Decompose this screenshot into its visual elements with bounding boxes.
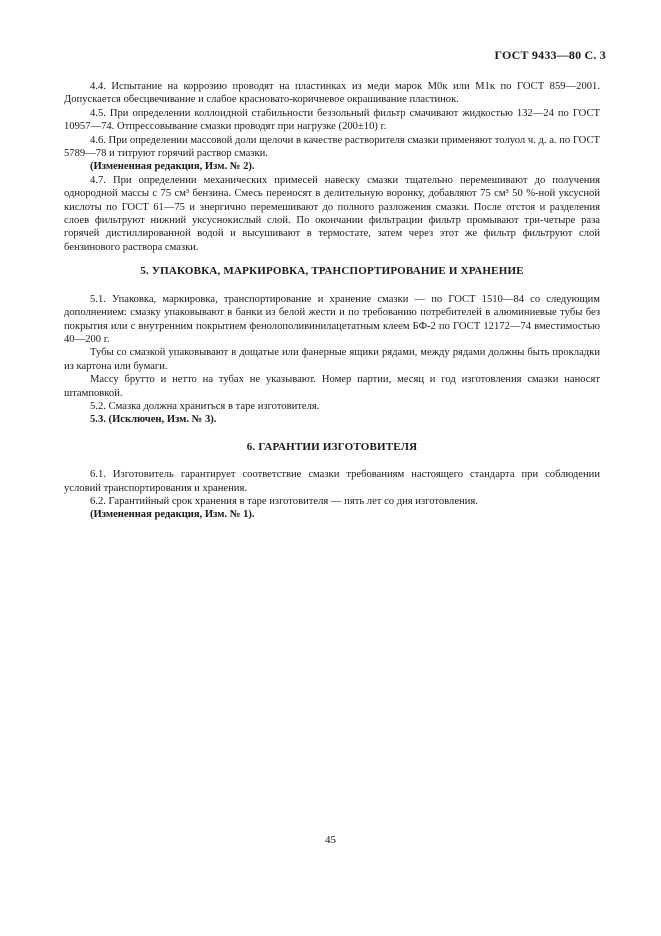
clause-5-1-marking: Массу брутто и нетто на тубах не указывают. Номер партии, месяц и год изготовления смазки наносят штамповкой. [64, 374, 600, 399]
clause-5-1: 5.1. Упаковка, маркировка, транспортирование и хранение смазки — по ГОСТ 1510—84 со следующим дополнением: смазку упаковывают в банки из белой жести и по требованию потребителей в алюминиевые тубы без покрытия или с внутренним покрытием фенолополивинилацетатным клеем БФ-2 по ГОСТ 12172—74 вместимостью 40—200 г. [64, 293, 600, 345]
clause-5-3: 5.3. (Исключен, Изм. № 3). [90, 414, 217, 426]
clause-4-7: 4.7. При определении механических примесей навеску смазки тщательно перемешивают до получения однородной массы с 75 см³ бензина. Смесь переносят в делительную воронку, добавляют 75 см³ 50 %-ной уксусной кислоты по ГОСТ 61—75 и энергично перемешивают до полного разложения смазки. После отстоя и разделения слоев фильтруют нижний уксуснокислый слой. По окончании фильтрации фильтр промывают три-четыре раза горячей дистиллированной водой и высушивают в термостате, затем через этот же фильтр фильтруют слой бензинового раствора смазки. [64, 174, 600, 253]
clause-5-2: 5.2. Смазка должна храниться в таре изготовителя. [90, 400, 320, 412]
section-6-heading: 6. ГАРАНТИИ ИЗГОТОВИТЕЛЯ [246, 440, 418, 453]
section-5-heading: 5. УПАКОВКА, МАРКИРОВКА, ТРАНСПОРТИРОВАНИЕ И ХРАНЕНИЕ [140, 265, 524, 278]
clause-6-1: 6.1. Изготовитель гарантирует соответствие смазки требованиям настоящего стандарта при соблюдении условий транспортирования и хранения. [64, 469, 600, 494]
page-number: 45 [325, 834, 336, 846]
clause-5-1-tubes: Тубы со смазкой упаковывают в дощатые или фанерные ящики рядами, между рядами должны быть прокладки из картона или бумаги. [64, 347, 600, 372]
amendment-note-2: (Измененная редакция, Изм. № 2). [90, 161, 255, 173]
document-body [64, 80, 600, 522]
document-header: ГОСТ 9433—80 С. 3 [494, 48, 606, 62]
clause-4-4: 4.4. Испытание на коррозию проводят на пластинках из меди марок М0к или М1к по ГОСТ 859—2001. Допускается обесцвечивание и слабое красновато-коричневое окрашивание пластинок. [64, 81, 600, 106]
clause-6-2: 6.2. Гарантийный срок хранения в таре изготовителя — пять лет со дня изготовления. [90, 495, 478, 507]
amendment-note-1: (Измененная редакция, Изм. № 1). [90, 509, 255, 521]
clause-4-5: 4.5. При определении коллоидной стабильности беззольный фильтр смачивают жидкостью 132—24 по ГОСТ 10957—74. Отпрессовывание смазки проводят при нагрузке (200±10) г. [64, 107, 600, 133]
clause-4-6: 4.6. При определении массовой доли щелочи в качестве растворителя смазки применяют толуол ч. д. а. по ГОСТ 5789—78 и титруют горячий раствор смазки. [64, 134, 600, 160]
